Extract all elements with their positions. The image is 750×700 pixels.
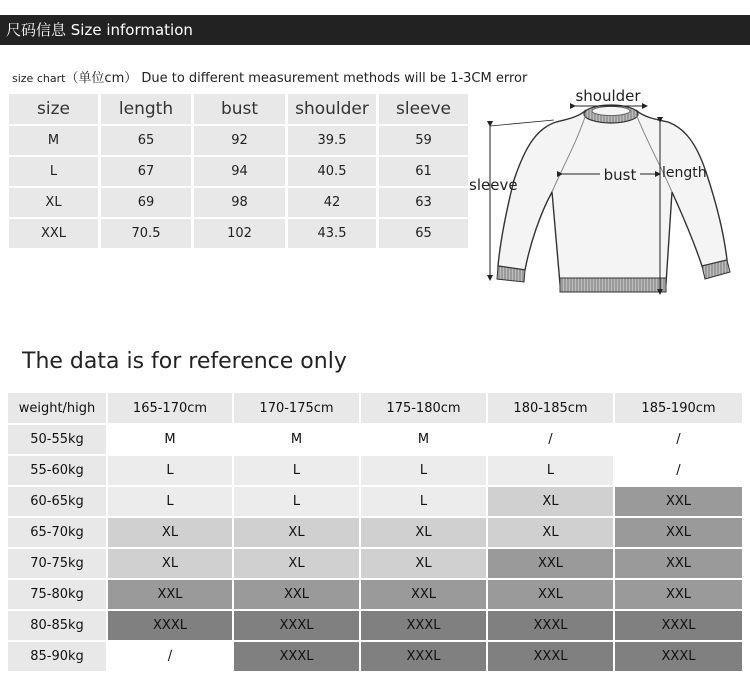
wh-row bbox=[8, 518, 742, 547]
wh-size-cell: XXL bbox=[615, 518, 742, 547]
wh-size-cell: XXL bbox=[615, 487, 742, 516]
wh-size-cell: M bbox=[108, 425, 232, 454]
wh-size-cell: XL bbox=[108, 518, 232, 547]
wh-size-cell: XL bbox=[488, 518, 613, 547]
size-table-cell: 40.5 bbox=[288, 157, 376, 186]
wh-header-cell: 175-180cm bbox=[361, 393, 486, 423]
wh-size-cell: XXXL bbox=[615, 611, 742, 640]
wh-size-cell: / bbox=[615, 456, 742, 485]
size-chart-note-text: （单位cm） Due to different measurement methods will be 1-3CM error bbox=[65, 71, 528, 86]
size-table bbox=[6, 92, 471, 250]
wh-weight-label: 60-65kg bbox=[8, 487, 106, 516]
size-table-cell: 43.5 bbox=[288, 219, 376, 248]
wh-weight-label: 50-55kg bbox=[8, 425, 106, 454]
size-table-cell: 102 bbox=[194, 219, 285, 248]
size-table-cell: 59 bbox=[379, 126, 468, 155]
wh-size-cell: XXXL bbox=[615, 642, 742, 671]
size-table-cell: 94 bbox=[194, 157, 285, 186]
wh-size-cell: XXL bbox=[615, 549, 742, 578]
size-table-cell: 70.5 bbox=[101, 219, 191, 248]
wh-header-cell: weight/high bbox=[8, 393, 106, 423]
wh-header-cell: 170-175cm bbox=[234, 393, 359, 423]
wh-size-cell: XXXL bbox=[488, 611, 613, 640]
size-table-cell: XXL bbox=[9, 219, 98, 248]
wh-size-cell: XL bbox=[361, 549, 486, 578]
wh-size-cell: XL bbox=[361, 518, 486, 547]
wh-size-cell: XXL bbox=[615, 580, 742, 609]
wh-row bbox=[8, 642, 742, 671]
size-table-header-cell: bust bbox=[194, 94, 285, 124]
wh-table-header bbox=[8, 393, 742, 423]
length-label: length bbox=[662, 165, 707, 181]
wh-size-cell: XXXL bbox=[488, 642, 613, 671]
weight-height-table bbox=[6, 391, 744, 673]
wh-size-cell: L bbox=[361, 456, 486, 485]
wh-weight-label: 70-75kg bbox=[8, 549, 106, 578]
sweater-waistband bbox=[560, 278, 666, 292]
size-table-cell: L bbox=[9, 157, 98, 186]
size-table-cell: 92 bbox=[194, 126, 285, 155]
wh-size-cell: / bbox=[108, 642, 232, 671]
wh-size-cell: L bbox=[361, 487, 486, 516]
size-table-cell: 61 bbox=[379, 157, 468, 186]
wh-size-cell: L bbox=[488, 456, 613, 485]
wh-row bbox=[8, 549, 742, 578]
wh-size-cell: M bbox=[234, 425, 359, 454]
wh-header-cell: 185-190cm bbox=[615, 393, 742, 423]
page-title: 尺码信息 Size information bbox=[6, 21, 193, 39]
wh-size-cell: XXXL bbox=[361, 642, 486, 671]
wh-size-cell: XL bbox=[234, 518, 359, 547]
sweater-diagram bbox=[468, 84, 750, 302]
size-table-header-cell: size bbox=[9, 94, 98, 124]
wh-size-cell: XXL bbox=[234, 580, 359, 609]
wh-size-cell: XXL bbox=[108, 580, 232, 609]
reference-note: The data is for reference only bbox=[22, 349, 347, 374]
wh-size-cell: / bbox=[615, 425, 742, 454]
wh-size-cell: XXXL bbox=[361, 611, 486, 640]
wh-row bbox=[8, 611, 742, 640]
size-table-row bbox=[9, 126, 468, 155]
wh-size-cell: L bbox=[234, 456, 359, 485]
size-table-row bbox=[9, 157, 468, 186]
wh-weight-label: 80-85kg bbox=[8, 611, 106, 640]
size-table-cell: 65 bbox=[101, 126, 191, 155]
wh-header-cell: 165-170cm bbox=[108, 393, 232, 423]
wh-row bbox=[8, 456, 742, 485]
wh-weight-label: 55-60kg bbox=[8, 456, 106, 485]
size-table-row bbox=[9, 219, 468, 248]
size-chart-note bbox=[12, 67, 527, 86]
wh-size-cell: L bbox=[108, 487, 232, 516]
wh-size-cell: XXL bbox=[488, 580, 613, 609]
wh-size-cell: XXL bbox=[488, 549, 613, 578]
size-table-cell: XL bbox=[9, 188, 98, 217]
wh-size-cell: XXXL bbox=[108, 611, 232, 640]
wh-row bbox=[8, 425, 742, 454]
size-table-cell: 69 bbox=[101, 188, 191, 217]
wh-weight-label: 85-90kg bbox=[8, 642, 106, 671]
size-table-row bbox=[9, 188, 468, 217]
wh-weight-label: 75-80kg bbox=[8, 580, 106, 609]
size-table-cell: 67 bbox=[101, 157, 191, 186]
size-table-cell: 63 bbox=[379, 188, 468, 217]
wh-size-cell: L bbox=[108, 456, 232, 485]
shoulder-label: shoulder bbox=[575, 87, 641, 105]
wh-size-cell: L bbox=[234, 487, 359, 516]
size-table-cell: 42 bbox=[288, 188, 376, 217]
wh-size-cell: / bbox=[488, 425, 613, 454]
size-table-header-cell: shoulder bbox=[288, 94, 376, 124]
header-bar bbox=[0, 15, 750, 45]
bust-label: bust bbox=[603, 166, 637, 184]
wh-size-cell: XXXL bbox=[234, 611, 359, 640]
size-table-header-cell: length bbox=[101, 94, 191, 124]
sweater-body-outline bbox=[498, 110, 727, 284]
wh-size-cell: XXXL bbox=[234, 642, 359, 671]
wh-header-cell: 180-185cm bbox=[488, 393, 613, 423]
wh-size-cell: XL bbox=[108, 549, 232, 578]
size-table-cell: 39.5 bbox=[288, 126, 376, 155]
size-chart-note-prefix: size chart bbox=[12, 72, 66, 85]
wh-row bbox=[8, 580, 742, 609]
size-table-cell: M bbox=[9, 126, 98, 155]
wh-weight-label: 65-70kg bbox=[8, 518, 106, 547]
wh-size-cell: M bbox=[361, 425, 486, 454]
wh-size-cell: XL bbox=[234, 549, 359, 578]
wh-size-cell: XXL bbox=[361, 580, 486, 609]
wh-size-cell: XL bbox=[488, 487, 613, 516]
size-table-cell: 98 bbox=[194, 188, 285, 217]
size-table-header-cell: sleeve bbox=[379, 94, 468, 124]
size-table-header bbox=[9, 94, 468, 124]
size-table-cell: 65 bbox=[379, 219, 468, 248]
sleeve-label: sleeve bbox=[469, 176, 518, 194]
wh-row bbox=[8, 487, 742, 516]
